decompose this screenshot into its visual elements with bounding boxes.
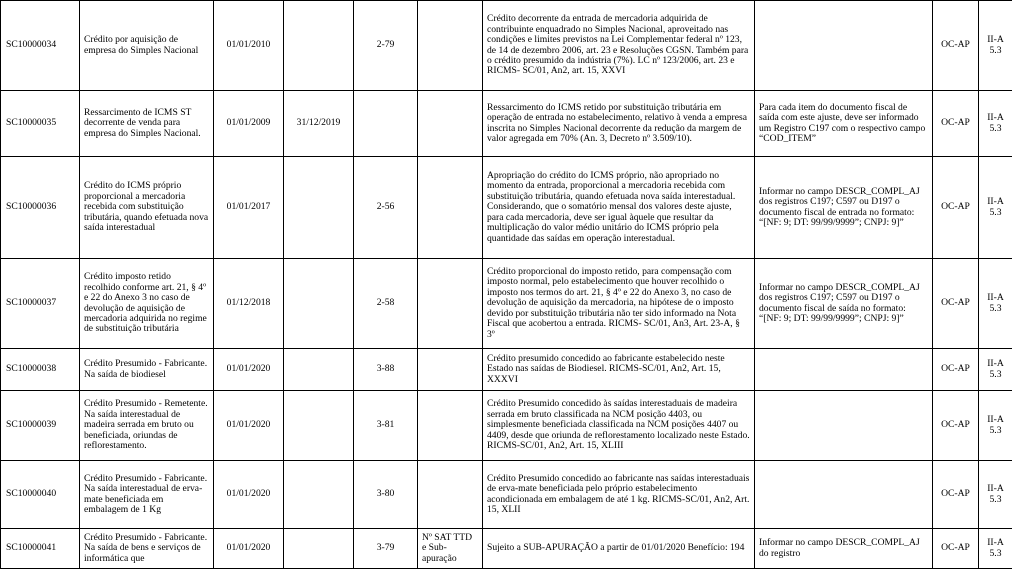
annex-cell: II-A 5.3 (979, 259, 1012, 349)
annex-cell: II-A 5.3 (979, 349, 1012, 391)
apuracao-cell: OC-AP (933, 391, 979, 461)
note-cell (755, 461, 933, 529)
apuracao-cell: OC-AP (933, 349, 979, 391)
description-cell: Crédito por aquisição de empresa do Simples Nacional (80, 1, 214, 91)
legal-basis-cell: Crédito presumido concedido ao fabricante estabelecido neste Estado nas saídas de Biodiesel. RICMS-SC/01, An2, Art. 15, XXXVI (483, 349, 755, 391)
apuracao-cell: OC-AP (933, 157, 979, 259)
sat-cell (418, 91, 483, 157)
code-cell: SC10000038 (1, 349, 80, 391)
dcip-cell: 2-79 (354, 1, 418, 91)
annex-cell: II-A 5.3 (979, 391, 1012, 461)
table-row (1, 259, 1012, 349)
dcip-cell: 2-56 (354, 157, 418, 259)
dcip-cell (354, 91, 418, 157)
code-cell: SC10000040 (1, 461, 80, 529)
sat-cell (418, 157, 483, 259)
code-cell: SC10000036 (1, 157, 80, 259)
code-cell: SC10000035 (1, 91, 80, 157)
start-date-cell: 01/01/2020 (214, 529, 284, 569)
dcip-cell: 3-81 (354, 391, 418, 461)
note-cell (755, 391, 933, 461)
apuracao-cell: OC-AP (933, 461, 979, 529)
end-date-cell (284, 259, 354, 349)
apuracao-cell: OC-AP (933, 529, 979, 569)
end-date-cell (284, 461, 354, 529)
description-cell: Crédito Presumido - Remetente. Na saída interestadual de madeira serrada em bruto ou beneficiada, oriundas de reflorestamento. (80, 391, 214, 461)
sat-cell (418, 461, 483, 529)
note-cell: Informar no campo DESCR_COMPL_AJ dos registros C197; C597 ou D197 o documento fiscal de saída no formato: “[NF: 9; DT: 99/99/9999”; CNPJ: 9]” (755, 259, 933, 349)
annex-cell: II-A 5.3 (979, 1, 1012, 91)
note-cell: Informar no campo DESCR_COMPL_AJ do registro (755, 529, 933, 569)
start-date-cell: 01/01/2010 (214, 1, 284, 91)
start-date-cell: 01/01/2020 (214, 461, 284, 529)
table-row (1, 157, 1012, 259)
description-cell: Crédito do ICMS próprio proporcional a mercadoria recebida com substituição tributária, quando efetuada nova saída interestadual (80, 157, 214, 259)
description-cell: Crédito imposto retido recolhido conforme art. 21, § 4º e 22 do Anexo 3 no caso de devolução de aquisição de mercadoria adquirida no regime de substituição tributária (80, 259, 214, 349)
dcip-cell: 2-58 (354, 259, 418, 349)
apuracao-cell: OC-AP (933, 91, 979, 157)
end-date-cell (284, 157, 354, 259)
annex-cell: II-A 5.3 (979, 461, 1012, 529)
code-cell: SC10000039 (1, 391, 80, 461)
code-cell: SC10000041 (1, 529, 80, 569)
sat-cell (418, 1, 483, 91)
table-row (1, 349, 1012, 391)
table-row (1, 529, 1012, 569)
apuracao-cell: OC-AP (933, 1, 979, 91)
annex-cell: II-A 5.3 (979, 91, 1012, 157)
description-cell: Ressarcimento de ICMS ST decorrente de venda para empresa do Simples Nacional. (80, 91, 214, 157)
start-date-cell: 01/12/2018 (214, 259, 284, 349)
note-cell (755, 349, 933, 391)
note-cell: Para cada item do documento fiscal de saída com este ajuste, deve ser informado um Registro C197 com o respectivo campo “COD_ITEM” (755, 91, 933, 157)
legal-basis-cell: Apropriação do crédito do ICMS próprio, não apropriado no momento da entrada, proporcional a mercadoria recebida com substituição tributária, quando efetuada nova saída interestadual. Considerando, que o somatório mensal dos valores deste ajuste, para cada mercadoria, deve ser igual àquele que resultar da multiplicação do valor médio unitário do ICMS próprio pela quantidade das saídas em operação interestadual. (483, 157, 755, 259)
table-row (1, 1, 1012, 91)
legal-basis-cell: Crédito proporcional do imposto retido, para compensação com imposto normal, pelo estabelecimento que houver recolhido o imposto nos termos do art. 21, § 4º e 22 do Anexo 3, no caso de devolução de aquisição da mercadoria, na hipótese de o imposto devido por substituição tributária não ter sido informado na Nota Fiscal que acobertou a entrada. RICMS- SC/01, An3, Art. 23-A, § 3º (483, 259, 755, 349)
start-date-cell: 01/01/2017 (214, 157, 284, 259)
legal-basis-cell: Crédito decorrente da entrada de mercadoria adquirida de contribuinte enquadrado no Simples Nacional, aproveitado nas condições e limites previstos na Lei Complementar federal nº 123, de 14 de dezembro 2006, art. 23 e Resoluções CGSN. Também para o crédito presumido da indústria (7%). LC nº 123/2006, art. 23 e RICMS- SC/01, An2, art. 15, XXVI (483, 1, 755, 91)
apuracao-cell: OC-AP (933, 259, 979, 349)
legal-basis-cell: Ressarcimento do ICMS retido por substituição tributária em operação de entrada no estabelecimento, relativo à venda a empresa inscrita no Simples Nacional decorrente da redução da margem de valor agregada em 70% (An. 3, Decreto nº 3.509/10). (483, 91, 755, 157)
end-date-cell (284, 529, 354, 569)
dcip-cell: 3-80 (354, 461, 418, 529)
annex-cell: II-A 5.3 (979, 157, 1012, 259)
legal-basis-cell: Crédito Presumido concedido às saídas interestaduais de madeira serrada em bruto classificada na NCM posição 4403, ou simplesmente beneficiada classificada na NCM posições 4407 ou 4409, desde que oriunda de reflorestamento localizado neste Estado. RICMS-SC/01, An2, Art. 15, XLIII (483, 391, 755, 461)
legal-basis-cell: Sujeito a SUB-APURAÇÃO a partir de 01/01/2020 Benefício: 194 (483, 529, 755, 569)
code-cell: SC10000037 (1, 259, 80, 349)
start-date-cell: 01/01/2009 (214, 91, 284, 157)
legal-basis-cell: Crédito Presumido concedido ao fabricante nas saídas interestaduais de erva-mate beneficiada pelo próprio estabelecimento acondicionada em embalagem de até 1 kg. RICMS-SC/01, An2, Art. 15, XLII (483, 461, 755, 529)
end-date-cell: 31/12/2019 (284, 91, 354, 157)
sat-cell (418, 391, 483, 461)
dcip-cell: 3-88 (354, 349, 418, 391)
description-cell: Crédito Presumido - Fabricante. Na saída interestadual de erva-mate beneficiada em embalagem de 1 Kg (80, 461, 214, 529)
start-date-cell: 01/01/2020 (214, 391, 284, 461)
note-cell (755, 1, 933, 91)
table-row (1, 461, 1012, 529)
table-row (1, 91, 1012, 157)
sat-cell (418, 259, 483, 349)
code-cell: SC10000034 (1, 1, 80, 91)
annex-cell: II-A 5.3 (979, 529, 1012, 569)
note-cell: Informar no campo DESCR_COMPL_AJ dos registros C197; C597 ou D197 o documento fiscal de entrada no formato: “[NF: 9; DT: 99/99/9999”; CNPJ: 9]” (755, 157, 933, 259)
start-date-cell: 01/01/2020 (214, 349, 284, 391)
end-date-cell (284, 391, 354, 461)
end-date-cell (284, 1, 354, 91)
end-date-cell (284, 349, 354, 391)
description-cell: Crédito Presumido - Fabricante. Na saída de bens e serviços de informática que (80, 529, 214, 569)
sat-cell (418, 349, 483, 391)
table-row (1, 391, 1012, 461)
sat-cell: Nº SAT TTD e Sub-apuração (418, 529, 483, 569)
description-cell: Crédito Presumido - Fabricante. Na saída de biodiesel (80, 349, 214, 391)
dcip-cell: 3-79 (354, 529, 418, 569)
